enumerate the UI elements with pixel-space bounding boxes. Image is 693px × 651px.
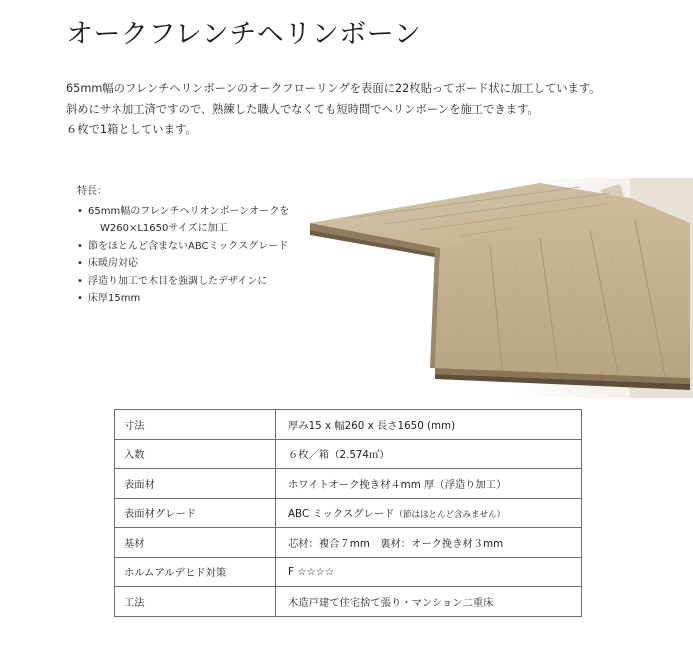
- spec-value: ６枚／箱（2.574㎡）: [276, 439, 582, 469]
- feature-item-text: 節をほとんど含まないABCミックスグレード: [88, 240, 289, 252]
- spec-value: 木造戸建て住宅捨て張り・マンション二重床: [276, 587, 582, 617]
- feature-item-text: 浮造り加工で木目を強調したデザインに: [88, 275, 268, 287]
- intro-line-1: 65mm幅のフレンチヘリンボーンのオークフローリングを表面に22枚貼ってボード状に加工しています。: [66, 82, 601, 95]
- spec-value: 芯材：複合７mm 裏材：オーク挽き材３mm: [276, 528, 582, 558]
- intro-text: [66, 79, 666, 141]
- spec-note: （節はほとんど含みません）: [394, 510, 505, 521]
- table-row: [115, 469, 582, 499]
- feature-item-text: 65mm幅のフレンチヘリオンボーンオークを: [88, 205, 290, 217]
- spec-label: 基材: [115, 528, 276, 558]
- intro-line-2: 斜めにサネ加工済ですので、熟練した職人でなくても短時間でヘリンボーンを施工できます。: [66, 102, 539, 116]
- spec-label: 表面材グレード: [115, 498, 276, 528]
- table-row: [115, 498, 582, 528]
- flooring-product-photo: [290, 178, 693, 398]
- table-row: [115, 557, 582, 587]
- feature-item-text: 床暖房対応: [88, 258, 138, 269]
- feature-item-text: 床厚15mm: [88, 293, 141, 304]
- table-row: [115, 439, 582, 469]
- spec-table: [114, 409, 582, 617]
- features-heading: 特長：: [77, 186, 107, 197]
- page-title: オークフレンチヘリンボーン: [66, 19, 422, 50]
- table-row: [115, 587, 582, 617]
- spec-value: ABC ミックスグレード: [288, 508, 395, 521]
- spec-label: 表面材: [115, 469, 276, 499]
- spec-value-cell: [276, 498, 582, 528]
- spec-value: F ☆☆☆☆: [276, 557, 582, 587]
- intro-line-3: ６枚で1箱としています。: [66, 123, 197, 136]
- spec-value: ホワイトオーク挽き材４mm 厚（浮造り加工）: [276, 469, 582, 499]
- spec-value: 厚み15 x 幅260 x 長さ1650 (mm): [276, 410, 582, 440]
- spec-label: 工法: [115, 587, 276, 617]
- table-row: [115, 410, 582, 440]
- spec-label: 寸法: [115, 410, 276, 440]
- table-row: [115, 528, 582, 558]
- spec-label: ホルムアルデヒド対策: [115, 557, 276, 587]
- spec-label: 入数: [115, 439, 276, 469]
- feature-item-continuation: W260×L1650サイズに加工: [100, 223, 228, 234]
